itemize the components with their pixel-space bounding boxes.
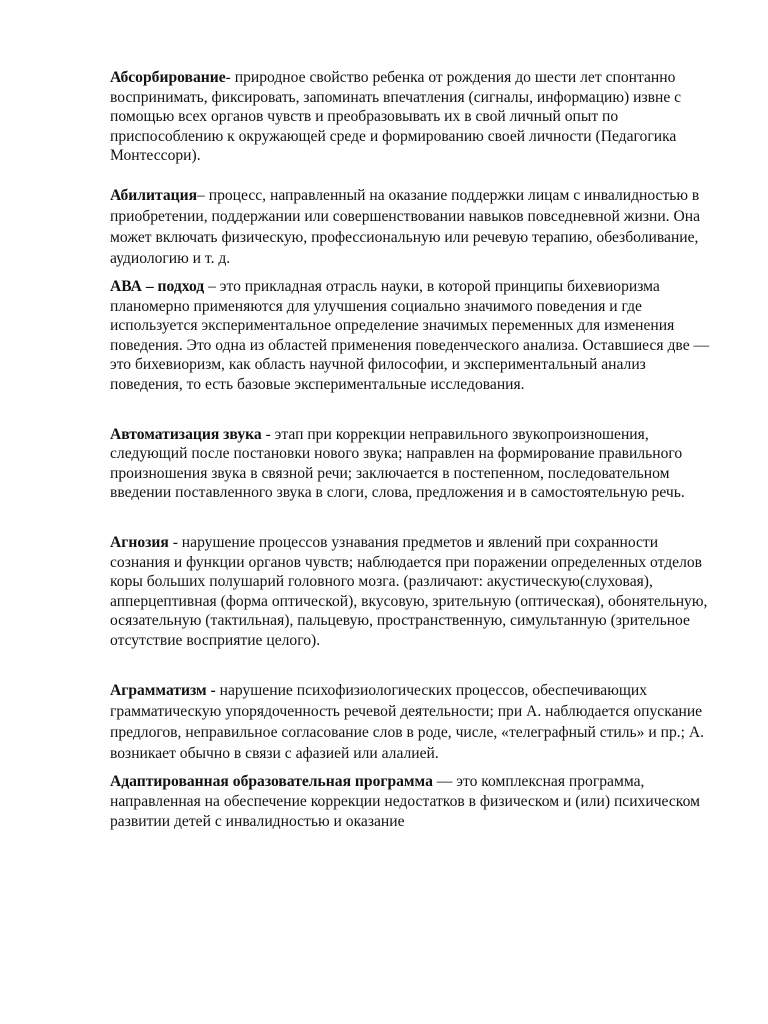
entry-term: АВА – подход (110, 277, 205, 295)
glossary-entry-sound-automation (110, 425, 720, 503)
entry-term: Агнозия (110, 533, 169, 551)
entry-term: Абилитация (110, 186, 198, 204)
entry-definition: - природное свойство ребенка от рождения до шести лет спонтанно воспринимать, фиксировать, запоминать впечатления (сигналы, информацию) извне с помощью всех органов чувств и преобразовывать их в свой личный опыт по приспособлению к окружающей среде и формированию своей личности (Педагогика Монтессори). (110, 69, 682, 165)
glossary-entry-absorbirovanie (110, 68, 720, 166)
glossary-entry-abilitatsiya (110, 185, 720, 269)
glossary-entry-adapted-program (110, 772, 720, 831)
entry-term: Автоматизация звука (110, 425, 262, 443)
entry-definition: нарушение психофизиологических процессов, обеспечивающих грамматическую упорядоченность речевой деятельности; при А. наблюдается опускание предлогов, неправильное согласование слов в роде, числе, «телеграфный стиль» и пр.; А. возникает обычно в связи с афазией или алалией. (110, 682, 705, 763)
glossary-entry-aba-approach (110, 277, 720, 395)
document-page (110, 68, 720, 831)
entry-term: Абсорбирование (110, 69, 226, 86)
entry-definition: – процесс, направленный на оказание поддержки лицам с инвалидностью в приобретении, поддержании или совершенствовании навыков повседневной жизни. Она может включать физическую, профессиональную или речевую терапию, обезболивание, аудиологию и т. д. (110, 186, 700, 267)
glossary-entry-agrammatism (110, 680, 720, 764)
entry-definition: - нарушение процессов узнавания предметов и явлений при сохранности сознания и функции органов чувств; наблюдается при поражении определенных отделов коры больших полушарий головного мозга. (различают: акустическую(слуховая), апперцептивная (форма оптической), вкусовую, зрительную (оптическая), обонятельную, осязательную (тактильная), пальцевую, пространственную, симультанную (зрительное отсутствие восприятие целого). (110, 533, 708, 649)
entry-definition: - этап при коррекции неправильного звукопроизношения, следующий после постановки нового звука; направлен на формирование правильного произношения звука в связной речи; заключается в постепенном, последовательном введении поставленного звука в слоги, слова, предложения и в самостоятельную речь. (110, 425, 685, 502)
glossary-entry-agnosia (110, 533, 720, 651)
entry-definition: — это комплексная программа, направленная на обеспечение коррекции недостатков в физическом и (или) психическом развитии детей с инвалидностью и оказание (110, 773, 700, 830)
entry-definition: – это прикладная отрасль науки, в которой принципы бихевиоризма планомерно применяются для улучшения социально значимого поведения и где используется экспериментальное определение значимых переменных для изменения поведения. Это одна из областей применения поведенческого анализа. Оставшиеся две — это бихевиоризм, как область научной философии, и экспериментальный анализ поведения, то есть базовые экспериментальные исследования. (110, 277, 710, 393)
entry-term: Адаптированная образовательная программа (110, 773, 433, 791)
entry-term: Аграмматизм - (110, 682, 216, 700)
